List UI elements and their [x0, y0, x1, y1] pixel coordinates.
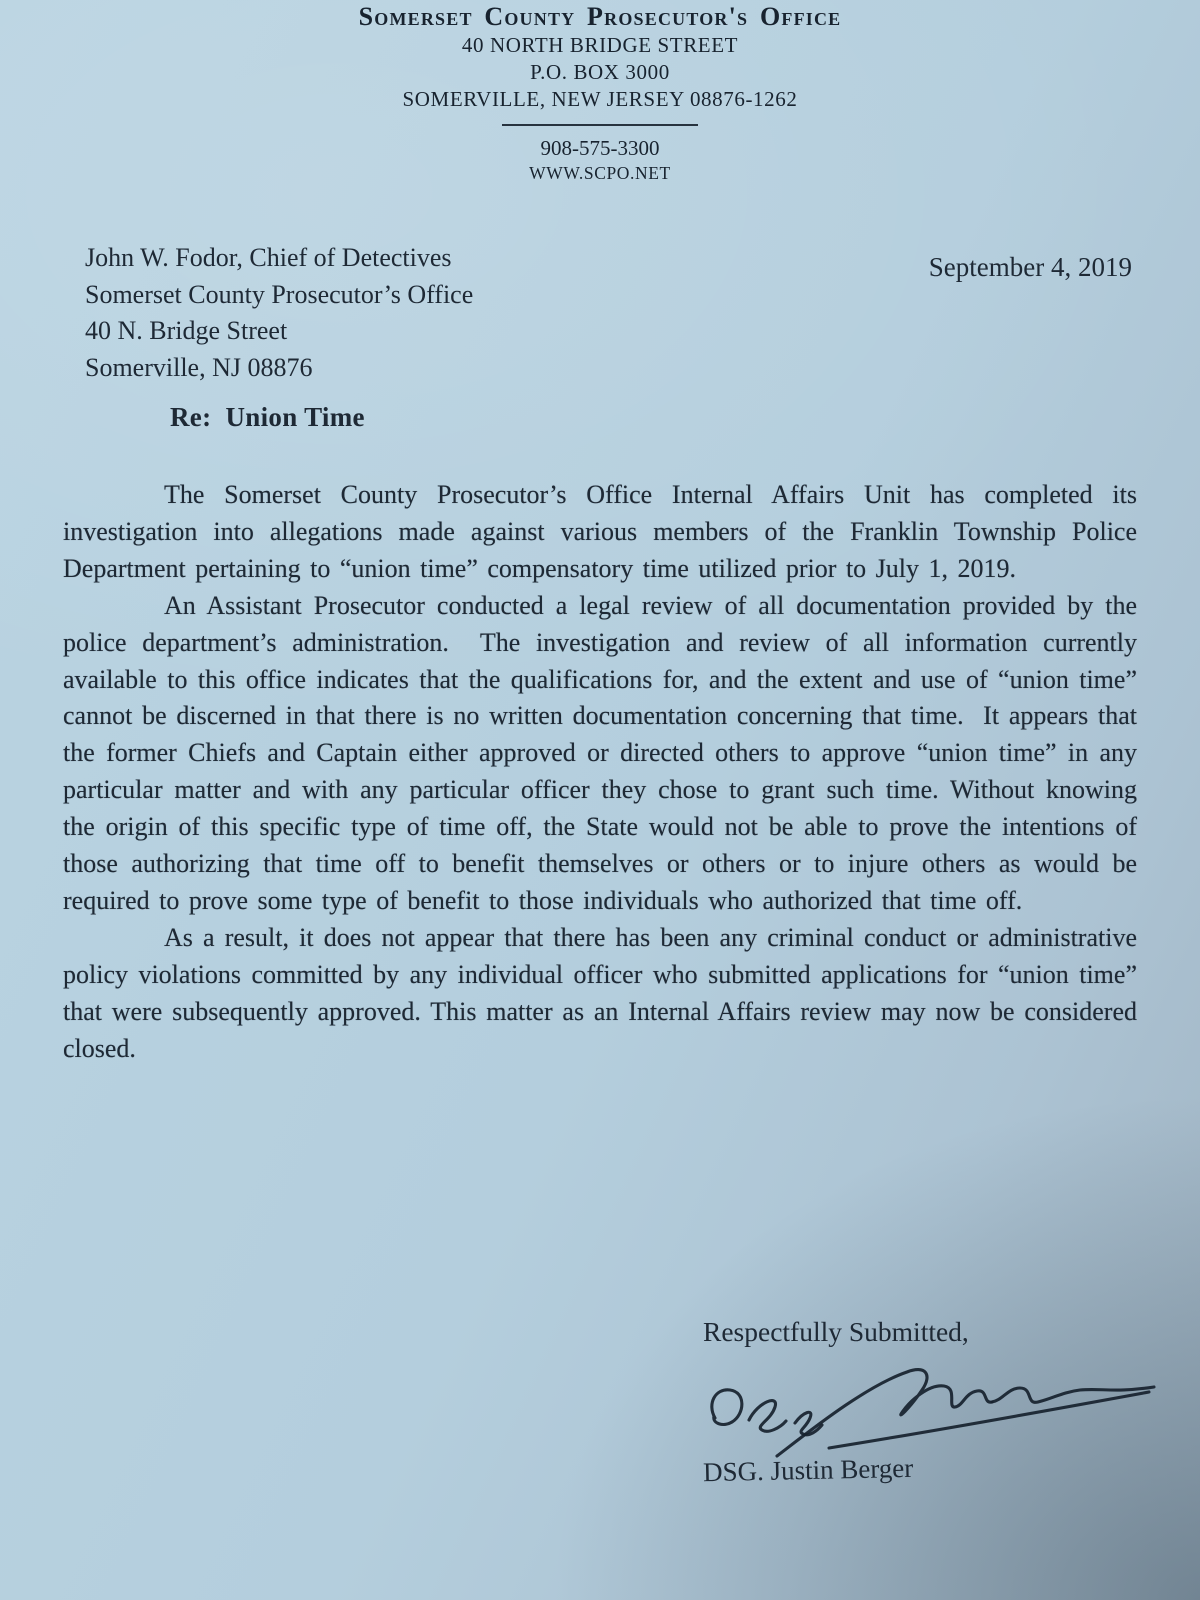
letterhead-po-box: P.O. BOX 3000 — [530, 60, 670, 84]
letterhead-office-name: Somerset County Prosecutor's Office — [358, 2, 842, 31]
letterhead — [0, 2, 1200, 185]
body-paragraph-1: The Somerset County Prosecutor’s Office Internal Affairs Unit has completed its investigation into allegations made against various members of the Franklin Township Police Department pertaining to “union time” compensatory time utilized prior to July 1, 2019. — [63, 480, 1147, 583]
letterhead-city-state-zip: SOMERVILLE, NEW JERSEY 08876-1262 — [402, 87, 798, 111]
recipient-city-line: Somerville, NJ 08876 — [85, 352, 313, 382]
handwritten-signature — [701, 1360, 1161, 1462]
recipient-address-block — [85, 240, 473, 386]
signature-stroke — [712, 1390, 742, 1425]
recipient-office-line: Somerset County Prosecutor’s Office — [85, 279, 474, 309]
letter-body — [63, 477, 1147, 1068]
letterhead-website: WWW.SCPO.NET — [529, 163, 671, 183]
recipient-street-line: 40 N. Bridge Street — [85, 316, 288, 345]
signature-stroke — [749, 1401, 786, 1432]
letterhead-phone: 908-575-3300 — [540, 136, 660, 160]
signature-name: DSG. Justin Berger — [702, 1452, 914, 1488]
letterhead-street: 40 NORTH BRIDGE STREET — [461, 33, 739, 57]
recipient-name-line: John W. Fodor, Chief of Detectives — [85, 243, 452, 272]
closing-line: Respectfully Submitted, — [703, 1316, 969, 1347]
body-paragraph-3: As a result, it does not appear that there has been any criminal conduct or administrative policy violations committed by any individual officer who submitted applications for “union time” that were subsequently approved. This matter as an Internal Affairs review may now be considered closed. — [63, 922, 1147, 1063]
subject-line: Re: Union Time — [170, 402, 365, 432]
body-paragraph-2: An Assistant Prosecutor conducted a legal review of all documentation provided by the police department’s administration. The investigation and review of all information currently available to this office indicates that the qualifications for, and the extent and use of “union time” cannot be discerned in that there is no written documentation concerning that time. It appears that the former Chiefs and Captain either approved or directed others to approve “union time” in any particular matter and with any particular officer they chose to grant such time. Without knowing the origin of this specific type of time off, the State would not be able to prove the intentions of those authorizing that time off to benefit themselves or others or to injure others as would be required to prove some type of benefit to those individuals who authorized that time off. — [63, 590, 1147, 915]
letterhead-divider — [502, 124, 698, 126]
letter-date: September 4, 2019 — [928, 252, 1132, 282]
